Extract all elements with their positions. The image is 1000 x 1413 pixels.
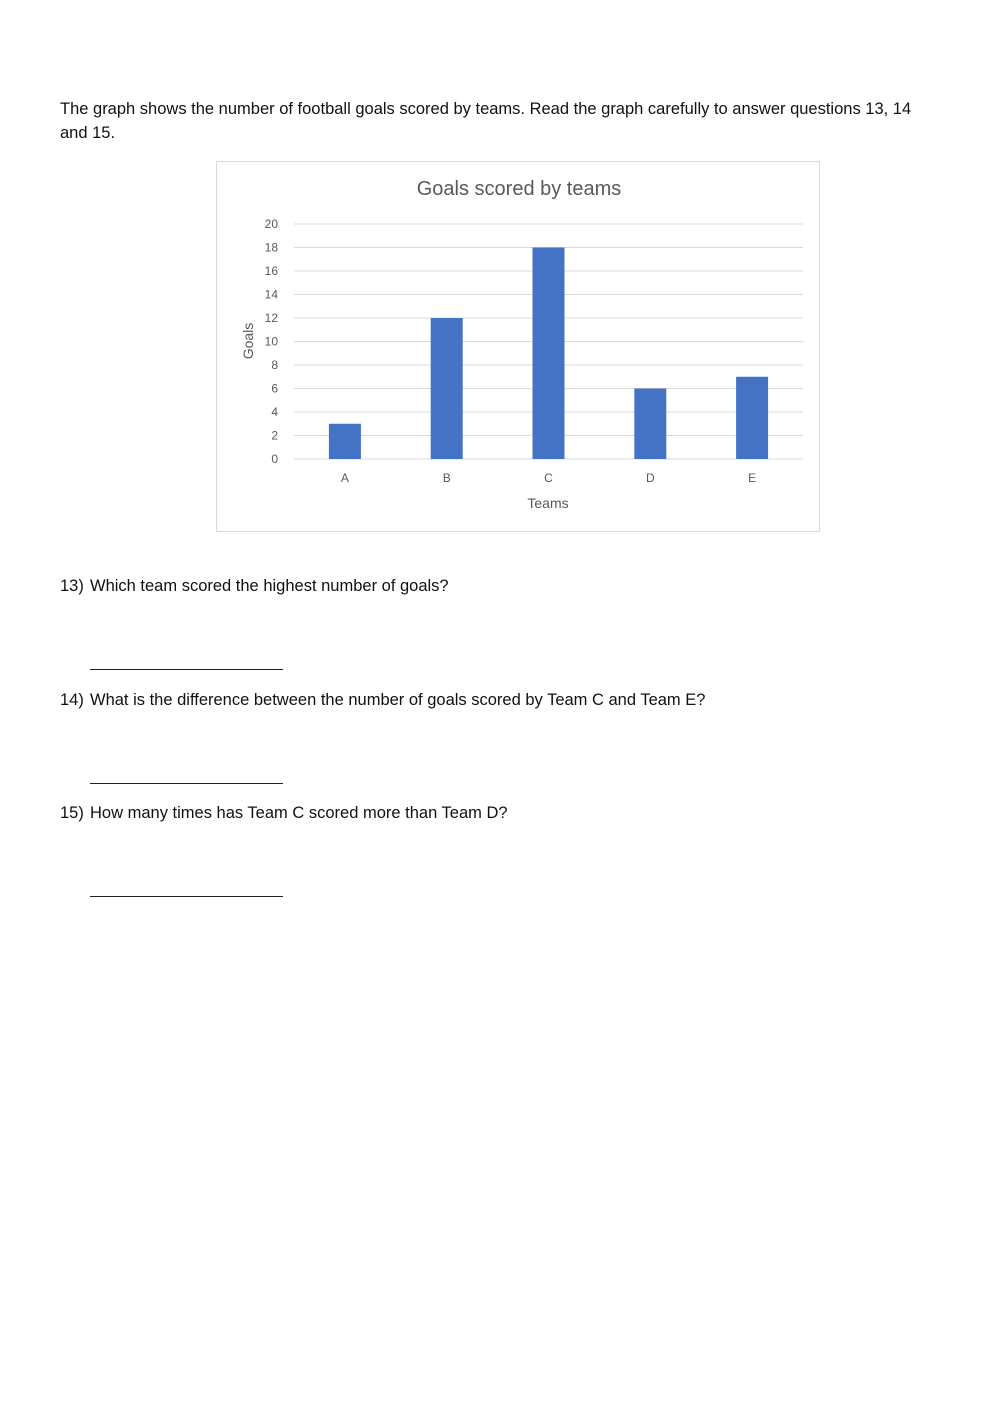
intro-text: The graph shows the number of football goals scored by teams. Read the graph carefully to answer questions 13, 14 and 15. [60,100,912,142]
y-tick-label-0: 0 [271,452,278,466]
question-15-number: 15) [60,804,84,822]
bar-b [431,318,463,459]
bar-c [533,248,565,460]
question-14-text: What is the difference between the number of goals scored by Team C and Team E? [90,691,706,709]
answer-line-14[interactable] [90,783,283,784]
bar-d [634,389,666,460]
chart-svg [217,162,821,533]
y-tick-label-2: 2 [271,428,278,443]
question-13 [60,575,449,597]
question-13-number: 13) [60,577,84,595]
y-tick-label-6: 6 [271,381,278,396]
question-13-text: Which team scored the highest number of goals? [90,577,449,595]
answer-line-15[interactable] [90,896,283,897]
question-14-number: 14) [60,691,84,709]
x-axis-ticks [341,471,756,485]
bars [329,248,768,460]
question-14 [60,689,705,711]
y-tick-label-18: 18 [264,240,278,255]
y-tick-label-20: 20 [264,217,278,231]
chart-title: Goals scored by teams [416,178,622,200]
y-tick-label-10: 10 [264,334,278,349]
bar-a [329,424,361,459]
y-tick-label-16: 16 [264,264,278,278]
y-tick-label-8: 8 [271,358,278,372]
y-axis-ticks [265,217,279,466]
y-tick-label-4: 4 [271,405,278,419]
answer-line-13[interactable] [90,669,283,670]
y-axis-title: Goals [240,322,256,360]
bar-chart [216,161,820,532]
x-tick-label-c: C [544,471,553,485]
question-15 [60,802,508,824]
question-15-text: How many times has Team C scored more than Team D? [90,804,508,822]
x-tick-label-e: E [748,471,757,485]
y-tick-label-14: 14 [264,287,278,302]
bar-e [736,377,768,459]
x-axis-title: Teams [527,495,569,511]
x-tick-label-a: A [340,471,349,485]
x-tick-label-b: B [442,471,451,485]
x-tick-label-d: D [645,471,655,485]
y-tick-label-12: 12 [264,311,278,325]
